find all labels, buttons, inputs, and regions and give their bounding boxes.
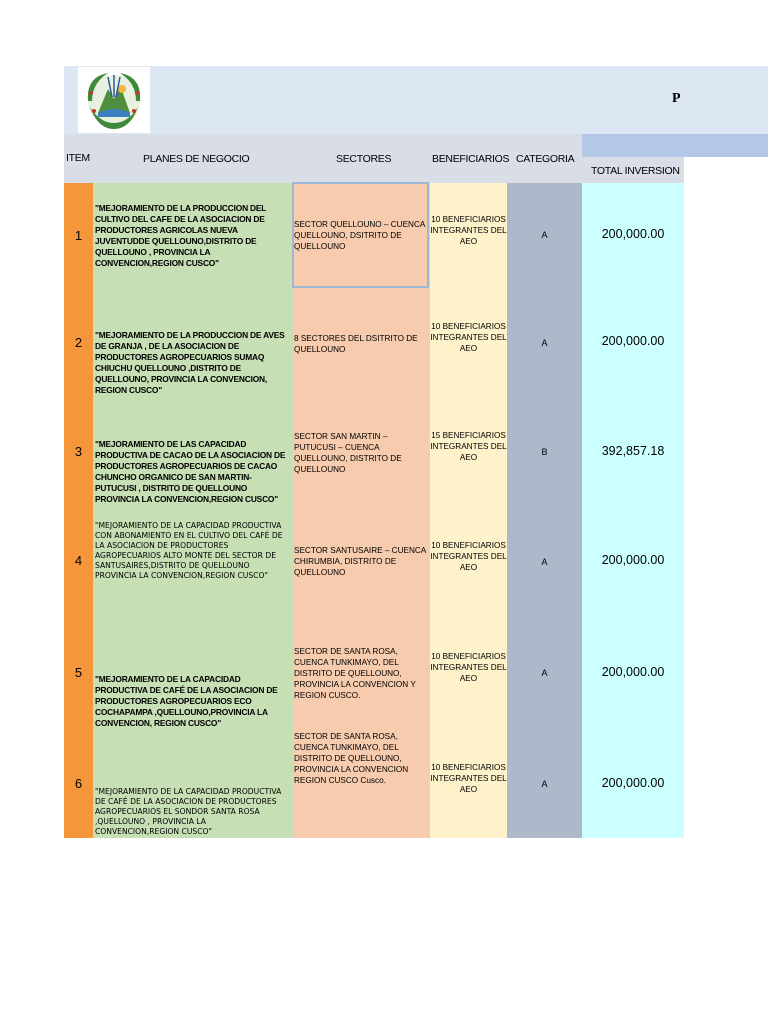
header-item: ITEM bbox=[66, 152, 90, 164]
header-plan: PLANES DE NEGOCIO bbox=[143, 153, 250, 165]
row-6-beneficiaries: 10 BENEFICIARIOS INTEGRANTES DEL AEO bbox=[430, 763, 507, 794]
row-4-item: 4 bbox=[74, 553, 83, 568]
row-4-plan: "MEJORAMIENTO DE LA CAPACIDAD PRODUCTIVA CON ABONAMIENTO EN EL CULTIVO DEL CAFÉ DE LA ASOCIACION DE PRODUCTORES AGROPECUARIOS ALTO MONTE DEL SECTOR DE SANTUSAIRES,DISTRITO DE QUELLOUNO PROVINCIA LA CONVENCION,REGION CUSCO" bbox=[95, 521, 283, 580]
row-1-beneficiaries: 10 BENEFICIARIOS INTEGRANTES DEL AEO bbox=[430, 215, 507, 246]
row-6-total: 200,000.00 bbox=[601, 776, 665, 790]
row-1-category: A bbox=[541, 230, 548, 240]
row-5-total: 200,000.00 bbox=[601, 665, 665, 679]
row-3-category: B bbox=[541, 447, 548, 457]
header-sectors: SECTORES bbox=[336, 153, 392, 165]
row-5-category: A bbox=[541, 668, 548, 678]
row-6-item: 6 bbox=[74, 776, 83, 791]
row-3-sector: SECTOR SAN MARTIN – PUTUCUSI – CUENCA QUELLOUNO, DISTRITO DE QUELLOUNO bbox=[294, 432, 402, 474]
row-4-beneficiaries: 10 BENEFICIARIOS INTEGRANTES DEL AEO bbox=[430, 541, 507, 572]
header-beneficiaries: BENEFICIARIOS bbox=[432, 153, 510, 165]
row-1-total: 200,000.00 bbox=[601, 227, 665, 241]
municipal-seal-logo bbox=[78, 67, 150, 133]
header-total: TOTAL INVERSION bbox=[591, 165, 680, 177]
row-1-sector: SECTOR QUELLOUNO – CUENCA QUELLOUNO, DSITRITO DE QUELLOUNO bbox=[294, 220, 425, 251]
row-5-sector: SECTOR DE SANTA ROSA, CUENCA TUNKIMAYO, DEL DISTRITO DE QUELLOUNO, PROVINCIA LA CONVENCION Y REGION CUSCO. bbox=[294, 647, 416, 700]
beneficiaries-column bbox=[430, 183, 507, 838]
plan-column bbox=[93, 183, 293, 838]
row-2-category: A bbox=[541, 338, 548, 348]
category-column bbox=[507, 183, 582, 838]
row-4-sector: SECTOR SANTUSAIRE – CUENCA CHIRUMBIA, DISTRITO DE QUELLOUNO bbox=[294, 546, 426, 577]
row-2-total: 200,000.00 bbox=[601, 334, 665, 348]
row-3-plan: "MEJORAMIENTO DE LAS CAPACIDAD PRODUCTIVA DE CACAO DE LA ASOCIACION DE PRODUCTORES AGROPECUARIOS DE CACAO CHUNCHO ORGANICO DE SAN MARTIN-PUTUCUSI , DISTRITO DE QUELLOUNO PROVINCIA LA CONVENCION,REGION CUSCO" bbox=[95, 439, 286, 504]
row-2-beneficiaries: 10 BENEFICIARIOS INTEGRANTES DEL AEO bbox=[430, 322, 507, 353]
header-title-letter: P bbox=[672, 91, 681, 106]
total-column bbox=[582, 183, 684, 838]
row-2-item: 2 bbox=[74, 335, 83, 350]
row-6-category: A bbox=[541, 779, 548, 789]
header-accent-bar bbox=[582, 134, 768, 157]
row-1-item: 1 bbox=[74, 228, 83, 243]
row-3-item: 3 bbox=[74, 444, 83, 459]
row-2-plan: "MEJORAMIENTO DE LA PRODUCCION DE AVES DE GRANJA , DE LA ASOCIACION DE PRODUCTORES AGROPECUARIOS SUMAQ CHIUCHU QUELLOUNO ,DISTRITO DE QUELLOUNO, PROVINCIA LA CONVENCION, REGION CUSCO" bbox=[95, 330, 285, 395]
header-band bbox=[64, 66, 768, 134]
item-column bbox=[64, 183, 93, 838]
row-3-total: 392,857.18 bbox=[601, 444, 665, 458]
row-4-category: A bbox=[541, 557, 548, 567]
row-5-plan: "MEJORAMIENTO DE LA CAPACIDAD PRODUCTIVA DE CAFÉ DE LA ASOCIACION DE PRODUCTORES AGROPECUARIOS ECO COCHAPAMPA ,QUELLOUNO,PROVINCIA LA CONVENCION, REGION CUSCO" bbox=[95, 674, 278, 728]
row-1-plan: "MEJORAMIENTO DE LA PRODUCCION DEL CULTIVO DEL CAFE DE LA ASOCIACION DE PRODUCTORES AGRICOLAS NUEVA JUVENTUDDE QUELLOUNO,DISTRITO DE QUELLOUNO , PROVINCIA LA CONVENCION,REGION CUSCO" bbox=[95, 203, 267, 268]
row-5-item: 5 bbox=[74, 665, 83, 680]
row-5-beneficiaries: 10 BENEFICIARIOS INTEGRANTES DEL AEO bbox=[430, 652, 507, 683]
row-2-sector: 8 SECTORES DEL DSITRITO DE QUELLOUNO bbox=[294, 334, 418, 354]
row-4-total: 200,000.00 bbox=[601, 553, 665, 567]
header-category: CATEGORIA bbox=[516, 153, 575, 165]
row-6-sector: SECTOR DE SANTA ROSA, CUENCA TUNKIMAYO, DEL DISTRITO DE QUELLOUNO, PROVINCIA LA CONVENCION REGION CUSCO Cusco. bbox=[294, 732, 409, 785]
row-6-plan: "MEJORAMIENTO DE LA CAPACIDAD PRODUCTIVA DE CAFÉ DE LA ASOCIACION DE PRODUCTORES AGROPECUARIOS EL SONDOR SANTA ROSA ,QUELLOUNO , PROVINCIA LA CONVENCION,REGION CUSCO" bbox=[95, 787, 282, 836]
row-3-beneficiaries: 15 BENEFICIARIOS INTEGRANTES DEL AEO bbox=[430, 431, 507, 462]
